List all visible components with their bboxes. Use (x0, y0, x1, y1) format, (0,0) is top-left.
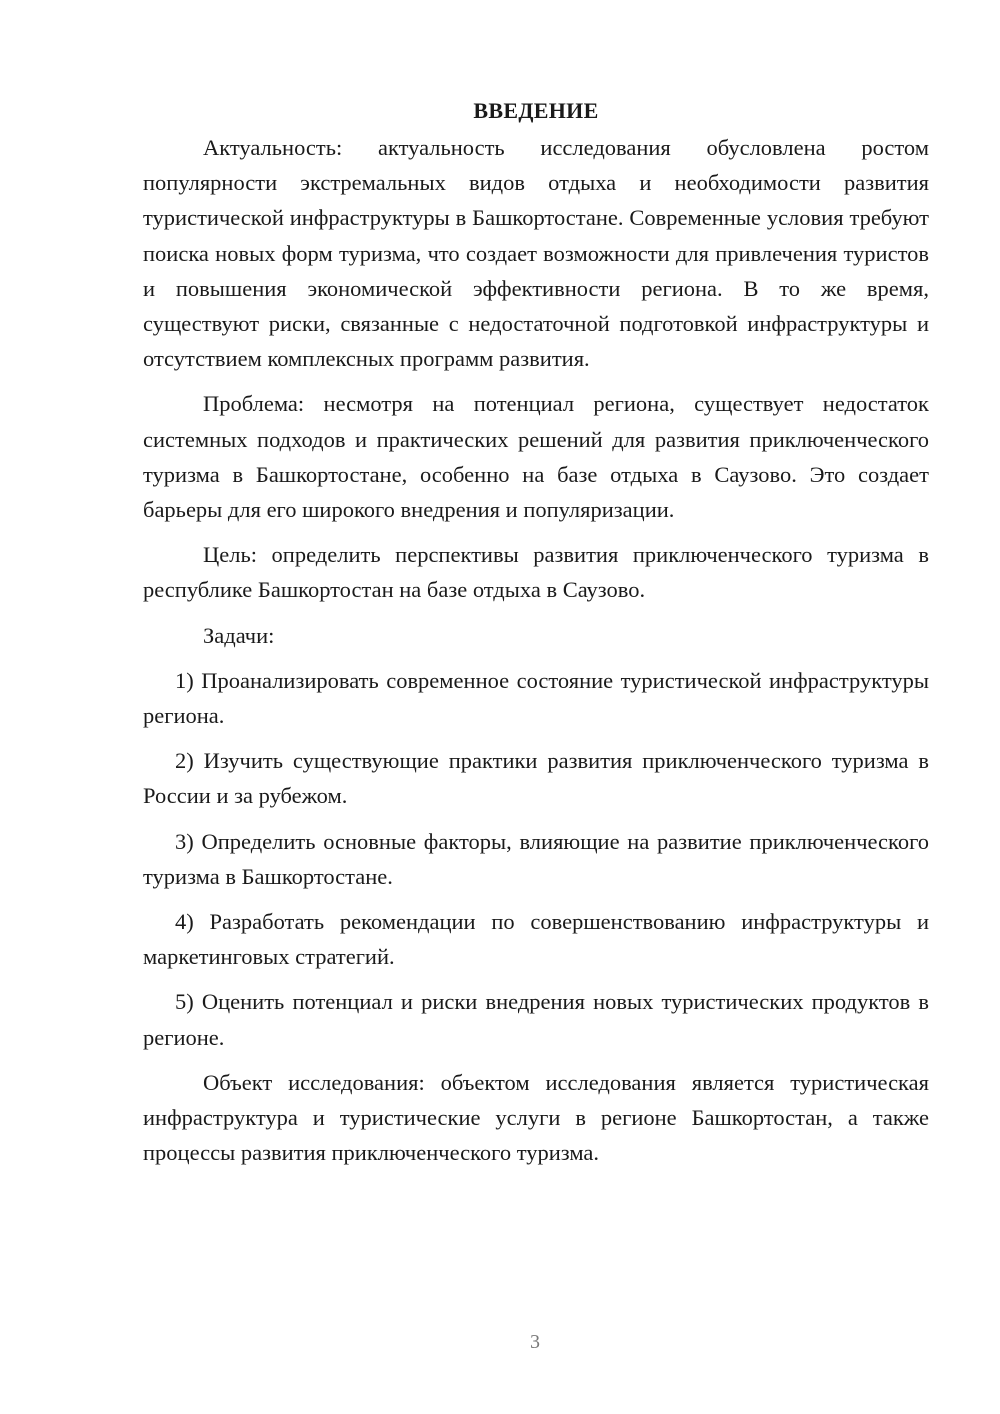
paragraph-problem: Проблема: несмотря на потенциал региона, существует недостаток системных подходов и практических решений для развития приключенческого туризма в Башкортостане, особенно на базе отдыха в Саузово. Это создает барьеры для его широкого внедрения и популяризации. (143, 391, 929, 523)
paragraph-relevance: Актуальность: актуальность исследования обусловлена ростом популярности экстремальных видов отдыха и необходимости развития туристической инфраструктуры в Башкортостане. Современные условия требуют поиска новых форм туризма, что создает возможности для привлечения туристов и повышения экономической эффективности региона. В то же время, существуют риски, связанные с недостаточной подготовкой инфраструктуры и отсутствием комплексных программ развития. (143, 135, 929, 372)
paragraph-goal: Цель: определить перспективы развития приключенческого туризма в республике Башкортостан на базе отдыха в Саузово. (143, 542, 929, 603)
section-title: ВВЕДЕНИЕ (473, 98, 599, 123)
paragraph-object: Объект исследования: объектом исследования является туристическая инфраструктура и туристические услуги в регионе Башкортостан, а также процессы развития приключенческого туризма. (143, 1069, 929, 1166)
paragraph-tasks-heading: Задачи: (203, 622, 275, 648)
task-item-3: 3) Определить основные факторы, влияющие на развитие приключенческого туризма в Башкортостане. (143, 828, 929, 889)
page-number: 3 (530, 1331, 540, 1353)
task-item-4: 4) Разработать рекомендации по совершенствованию инфраструктуры и маркетинговых стратегий. (143, 909, 929, 970)
document-body (143, 95, 929, 1170)
task-item-2: 2) Изучить существующие практики развития приключенческого туризма в России и за рубежом. (143, 748, 929, 809)
task-item-1: 1) Проанализировать современное состояние туристической инфраструктуры региона. (143, 667, 929, 729)
task-item-5: 5) Оценить потенциал и риски внедрения новых туристических продуктов в регионе. (143, 989, 929, 1050)
